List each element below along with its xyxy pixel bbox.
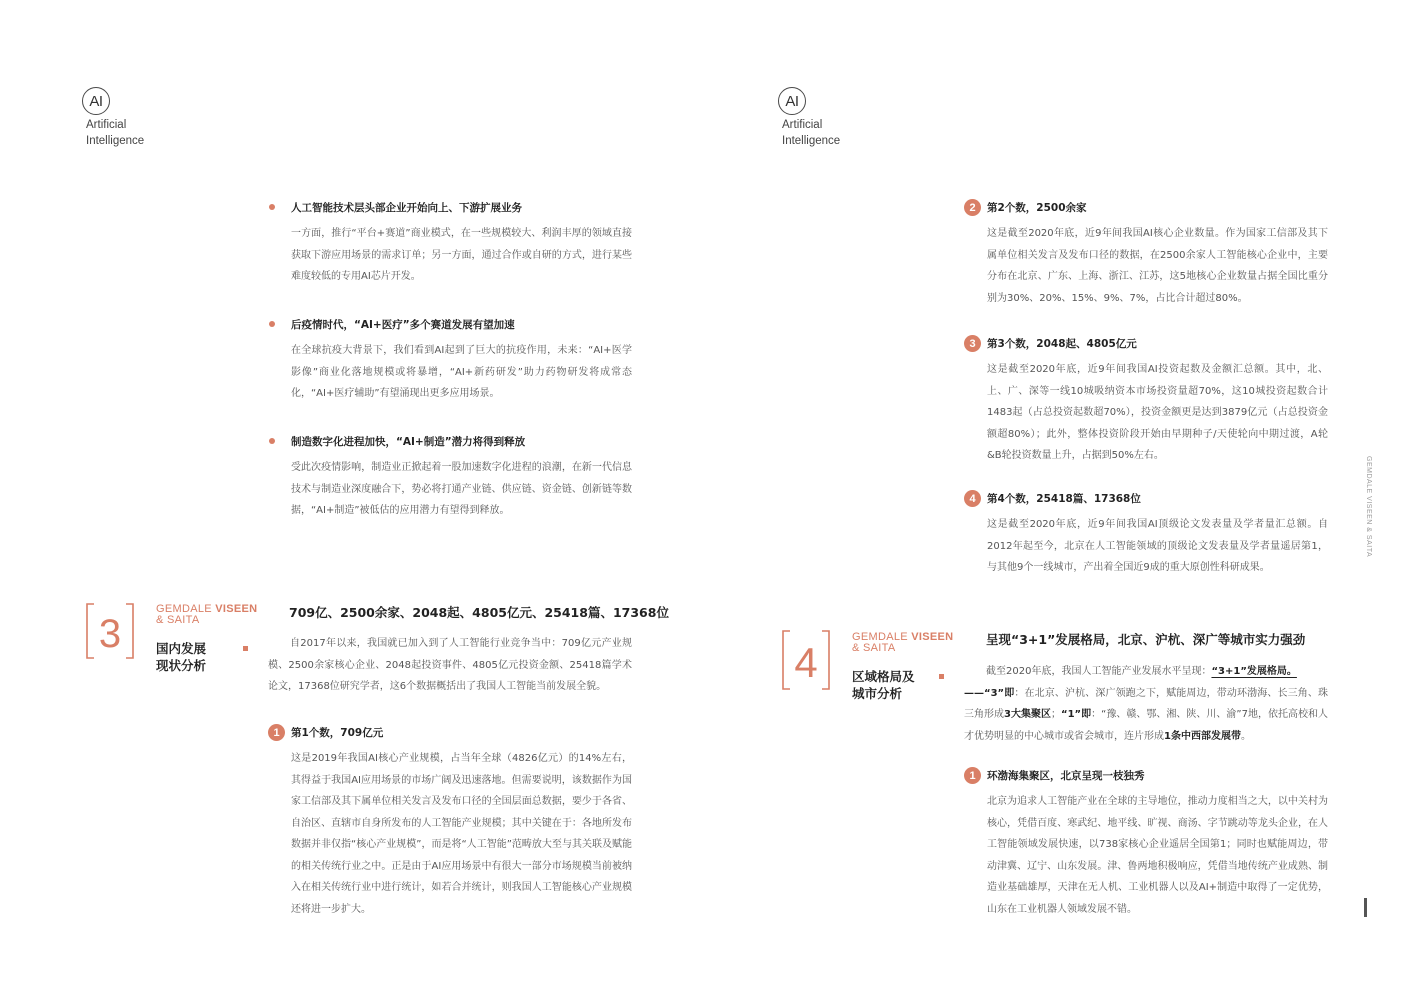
section-title-line2: 现状分析 — [156, 658, 207, 673]
intro-highlight: “3+1”发展格局。 — [1211, 666, 1297, 677]
numbered-item — [268, 724, 632, 920]
intro-highlight: 1条中西部发展带 — [1164, 730, 1241, 742]
brand-word-b: VISEEN — [215, 603, 258, 615]
section-4-headline: 呈现“3+1”发展格局，北京、沪杭、深广等城市实力强劲 — [986, 632, 1306, 647]
number-badge-icon: 4 — [964, 490, 981, 507]
bullet-item — [268, 434, 632, 522]
numbered-item-title: 第1个数，709亿元 — [291, 727, 384, 739]
bullet-item — [268, 200, 632, 288]
brand-word-a: GEMDALE — [156, 603, 212, 615]
section-number-3 — [86, 603, 134, 659]
numbered-item-body: 北京为追求人工智能产业在全球的主导地位，推动力度相当之大，以中关村为核心，凭借百度、寒武纪、地平线、旷视、商汤、字节跳动等龙头企业，在人工智能领域发展快速，以738家核心企业遥居全国第1；同时也赋能周边，带动津冀、辽宁、山东发展。津、鲁两地积极响应，凭借当地传统产业成熟、制造业基础雄厚，天津在无人机、工业机器人以及AI+制造中取得了一定优势，山东在工业机器人领域发展不错。 — [987, 796, 1328, 915]
number-badge-icon: 1 — [964, 767, 981, 784]
numbered-item-title: 第2个数，2500余家 — [987, 202, 1087, 214]
intro-text: ：在北京、沪杭、深广领跑之下，赋能周边，带动环渤海、长三角、珠三角形成 — [964, 687, 1329, 720]
numbered-item — [964, 335, 1328, 467]
numbered-item — [964, 490, 1328, 579]
brand-mark — [852, 632, 953, 654]
brand-word-c: & SAITA — [156, 614, 200, 626]
bullet-title: 人工智能技术层头部企业开始向上、下游扩展业务 — [291, 202, 522, 214]
logo-line2: Intelligence — [782, 135, 841, 147]
numbered-item-body: 这是2019年我国AI核心产业规模，占当年全球（4826亿元）的14%左右，其得益于我国AI应用场景的市场广阔及迅速落地。但需要说明，该数据作为国家工信部及其下属单位相关发言及发布口径的全国层面总数据，要少于各省、自治区、直辖市自身所发布的人工智能产业规模；其中关键在于：各地所发布数据并非仅指“核心产业规模”，而是将“人工智能”范畴放大至与其关联及赋能的相关传统行业之中。正是由于AI应用场景中有很大一部分市场规模当前被纳入在相关传统行业中进行统计，如若合并统计，则我国人工智能核心产业规模还将进一步扩大。 — [291, 753, 632, 915]
section-3-intro: 自2017年以来，我国就已加入到了人工智能行业竞争当中：709亿元产业规模、2500余家核心企业、2048起投资事件、4805亿元投资金额、25418篇学术论文，17368位研究学者，这6个数据概括出了我国人工智能当前发展全貌。 — [268, 638, 632, 692]
numbered-item — [964, 767, 1328, 920]
number-badge-icon: 1 — [268, 724, 285, 741]
section-4-intro — [964, 661, 1328, 747]
section-3-title — [156, 640, 206, 674]
number-badge-icon: 2 — [964, 199, 981, 216]
section-title-line1: 国内发展 — [156, 641, 207, 656]
section-title-line2: 城市分析 — [852, 686, 903, 701]
section-marker-icon — [243, 646, 248, 651]
bullet-title: 后疫情时代，“AI+医疗”多个赛道发展有望加速 — [291, 319, 515, 331]
brand-word-c: & SAITA — [852, 642, 896, 654]
intro-text: ； — [1051, 709, 1062, 720]
side-brand-text: GEMDALE VISEEN & SAITA — [1365, 456, 1372, 558]
logo-line1: Artificial — [782, 119, 823, 131]
section-3-headline: 709亿、2500余家、2048起、4805亿元、25418篇、17368位 — [289, 605, 669, 620]
section-marker-icon — [939, 674, 944, 679]
ai-logo-icon: AI — [82, 87, 110, 115]
bullet-title: 制造数字化进程加快，“AI+制造”潜力将得到释放 — [291, 436, 526, 448]
bullet-body: 在全球抗疫大背景下，我们看到AI起到了巨大的抗疫作用，未来：“AI+医学影像”商业化落地规模或将暴增，“AI+新药研发”助力药物研发将成常态化，“AI+医疗辅助”有望涌现出更多应用场景。 — [291, 345, 632, 399]
intro-text: ：“豫、赣、鄂、湘、陕、川、渝”7地，依托高校和人才优势明显的中心城市或省会城市，连片形成 — [964, 709, 1329, 742]
bullet-dot-icon — [269, 204, 275, 210]
numbered-item-title: 环渤海集聚区，北京呈现一枝独秀 — [987, 770, 1145, 782]
numbered-item-title: 第4个数，25418篇、17368位 — [987, 493, 1141, 505]
bullet-dot-icon — [269, 321, 275, 327]
logo-line1: Artificial — [86, 119, 127, 131]
logo-right — [778, 87, 840, 149]
section-title-line1: 区域格局及 — [852, 669, 915, 684]
intro-highlight: ——“3”即 — [964, 687, 1015, 699]
number-badge-icon: 3 — [964, 335, 981, 352]
brand-word-a: GEMDALE — [852, 631, 908, 643]
numbered-item-body: 这是截至2020年底，近9年间我国AI核心企业数量。作为国家工信部及其下属单位相关发言及发布口径的数据，在2500余家人工智能核心企业中，主要分布在北京、广东、上海、浙江、江苏，这5地核心企业数量占据全国比重分别为30%、20%、15%、9%、7%，占比合计超过80%。 — [987, 228, 1328, 304]
logo-line2: Intelligence — [86, 135, 145, 147]
section-4-digit: 4 — [794, 639, 818, 686]
section-number-4 — [782, 630, 830, 690]
brand-mark — [156, 604, 257, 626]
ai-logo-icon: AI — [778, 87, 806, 115]
logo-caption — [86, 117, 144, 149]
bullet-body: 受此次疫情影响，制造业正掀起着一股加速数字化进程的浪潮，在新一代信息技术与制造业深度融合下，势必将打通产业链、供应链、资金链、创新链等数据，“AI+制造”被低估的应用潜力有望得到释放。 — [291, 462, 632, 516]
intro-highlight: 3大集聚区 — [1004, 709, 1052, 720]
intro-text: 截至2020年底，我国人工智能产业发展水平呈现： — [986, 666, 1212, 677]
section-4-title — [852, 668, 915, 702]
page-marker — [1364, 898, 1367, 917]
section-3-digit: 3 — [98, 612, 122, 656]
intro-highlight: “1”即 — [1061, 709, 1092, 720]
numbered-item-title: 第3个数，2048起、4805亿元 — [987, 338, 1137, 350]
bullet-dot-icon — [269, 438, 275, 444]
bullet-item — [268, 317, 632, 405]
intro-text: 。 — [1240, 730, 1251, 742]
logo-left — [82, 87, 144, 149]
numbered-item-body: 这是截至2020年底，近9年间我国AI顶级论文发表量及学者量汇总额。自2012年起至今，北京在人工智能领域的顶级论文发表量及学者量遥居第1，与其他9个一线城市，产出着全国近9成的重大原创性科研成果。 — [987, 519, 1328, 573]
brand-word-b: VISEEN — [911, 631, 954, 643]
numbered-item — [964, 199, 1328, 309]
bullet-body: 一方面，推行“平台+赛道”商业模式，在一些规模较大、利润丰厚的领域直接获取下游应用场景的需求订单；另一方面，通过合作或自研的方式，进行某些难度较低的专用AI芯片开发。 — [291, 228, 632, 282]
numbered-item-body: 这是截至2020年底，近9年间我国AI投资起数及金额汇总额。其中，北、上、广、深等一线10城吸纳资本市场投资量超70%，这10城投资起数合计1483起（占总投资起数超70%），投资金额更是达到3879亿元（占总投资金额超80%）；此外，整体投资阶段开始由早期种子/天使轮向中期过渡，A轮&B轮投资数量上升，占据到50%左右。 — [987, 364, 1328, 461]
logo-caption — [782, 117, 840, 149]
